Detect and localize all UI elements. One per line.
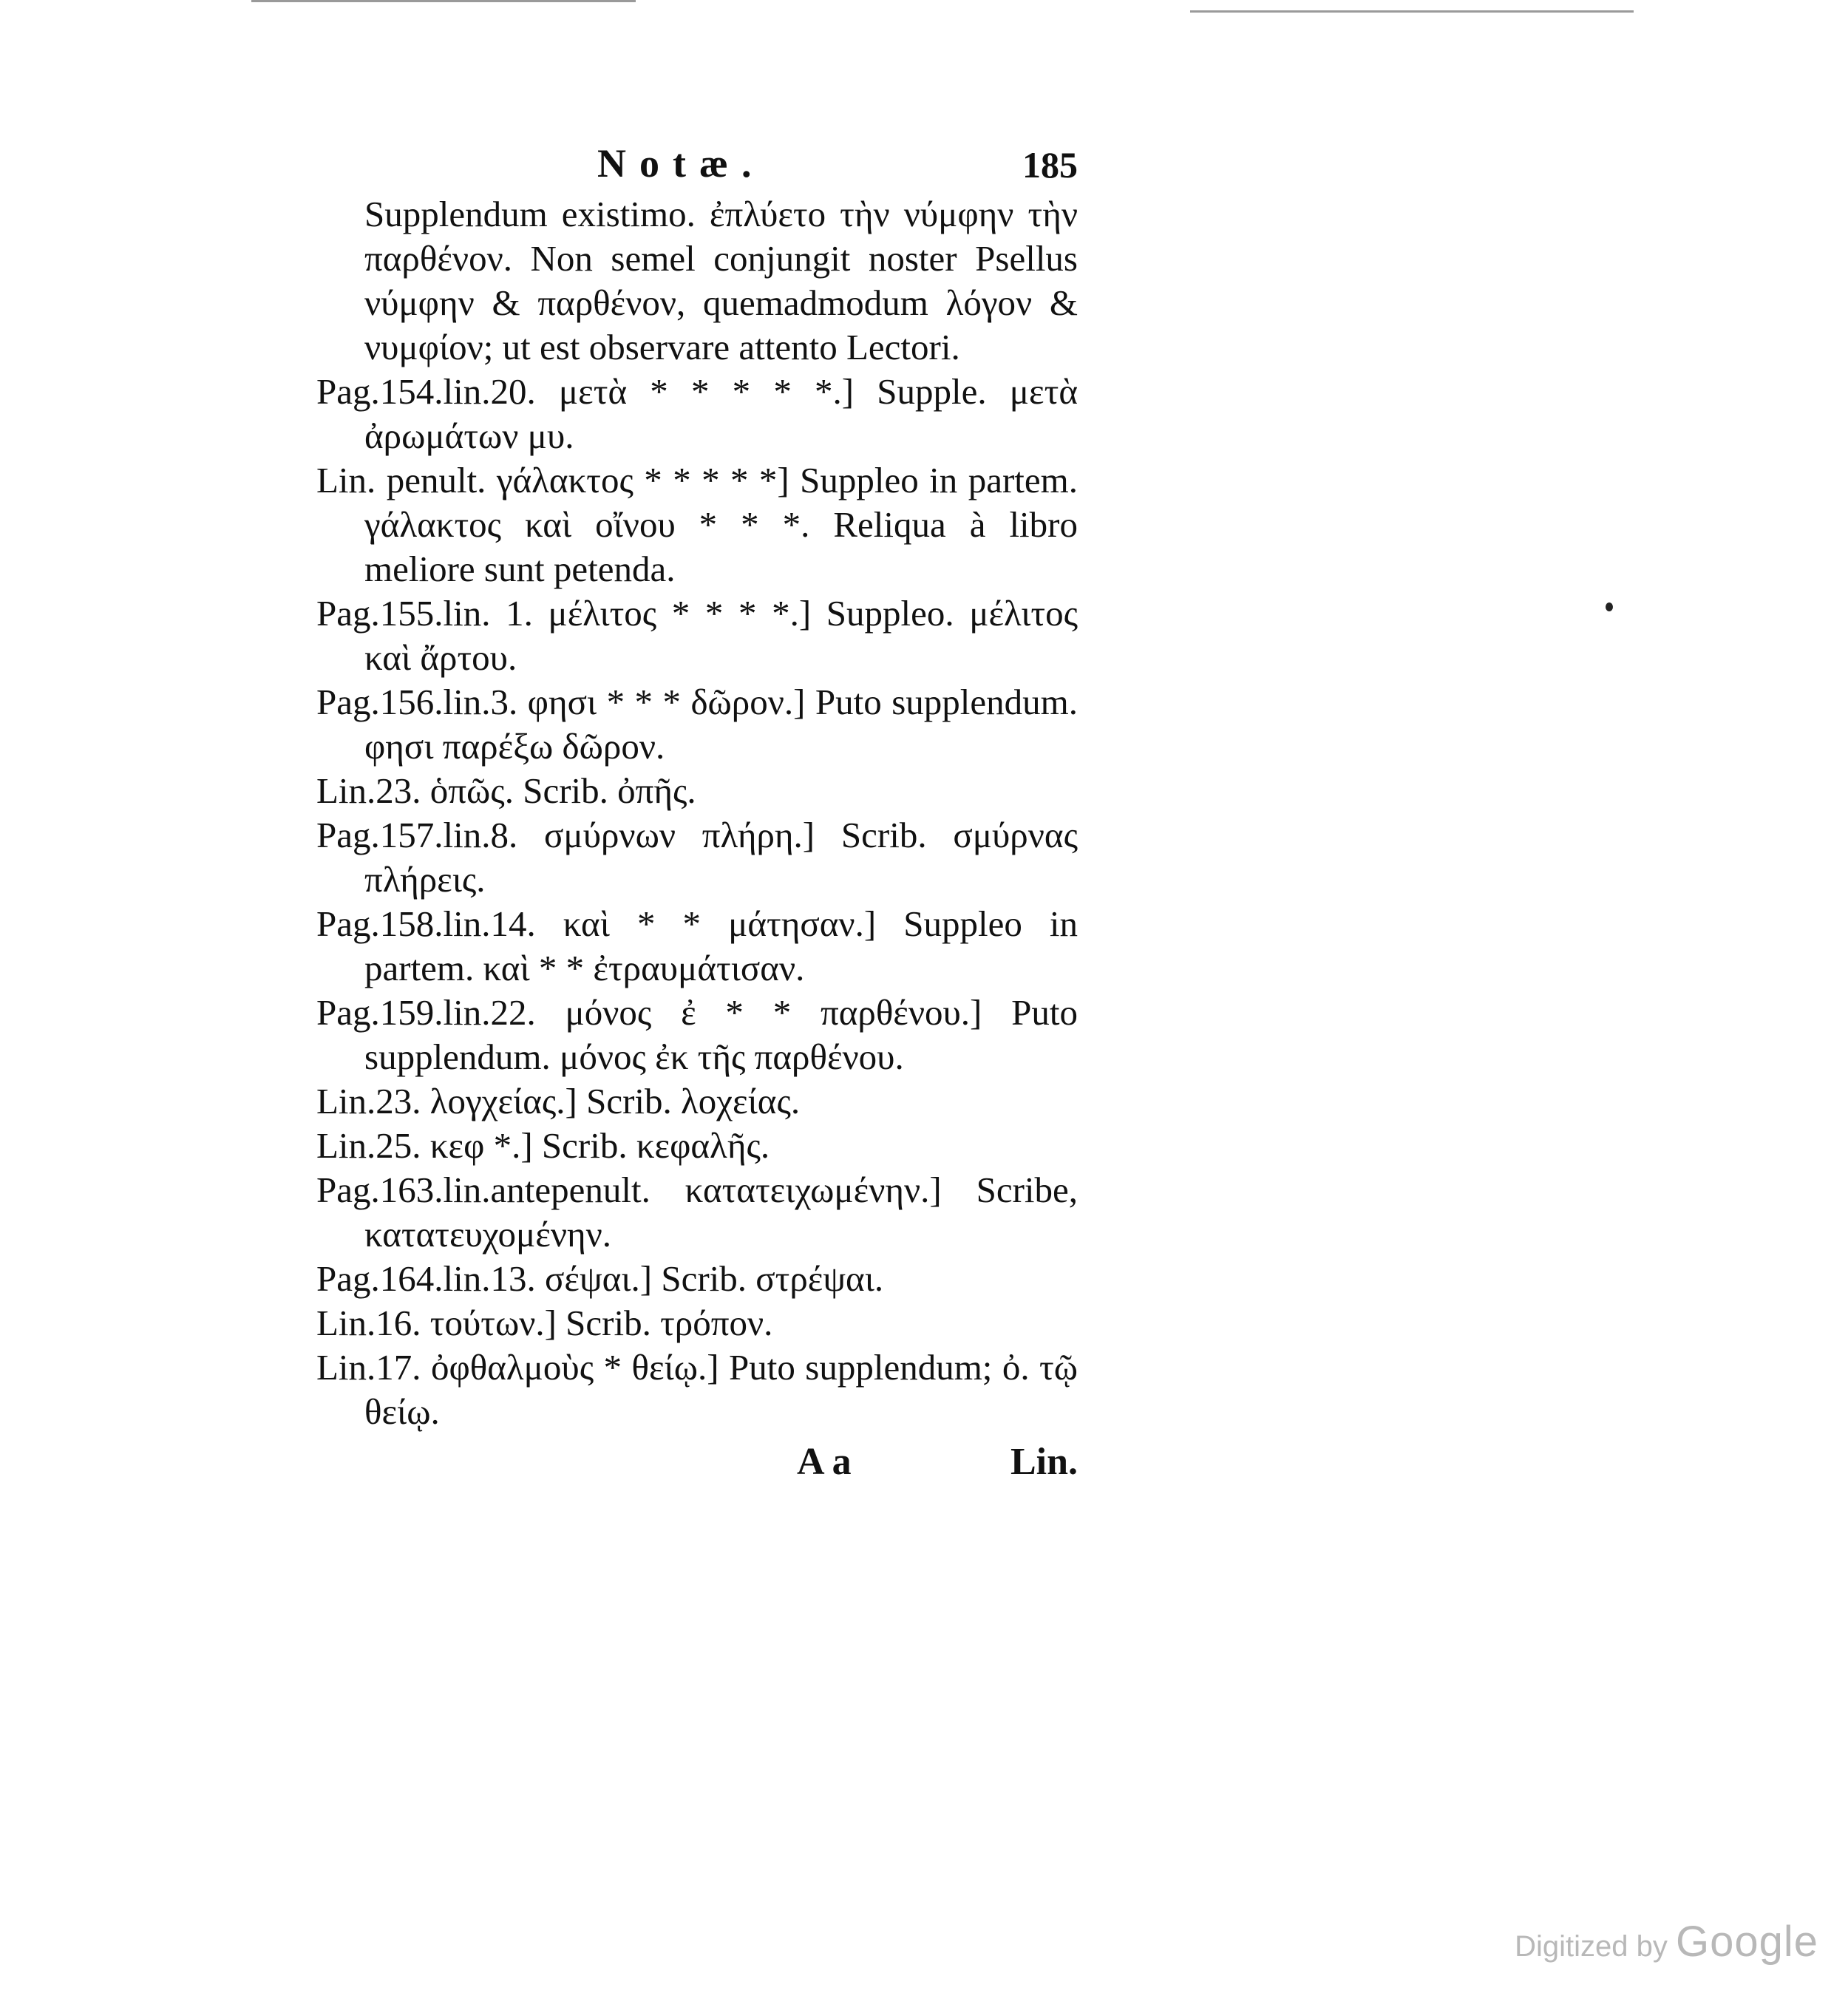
book-page <box>316 140 1078 1492</box>
note-entry: Lin.25. κεφ *.] Scrib. κεφαλῆς. <box>316 1125 770 1166</box>
note-entry: Pag.159.lin.22. μόνος ἐ * * παρθένου.] Puto supplendum. μόνος ἐκ τῆς παρθένου. <box>316 992 1078 1077</box>
note-entry: Supplendum existimo. ἐπλύετο τὴν νύμφην τὴν παρθένον. Non semel conjungit noster Psellus νύμφην & παρθένον, quemadmodum λόγον & νυμφίον; ut est observare attento Lectori. <box>364 194 1078 367</box>
scan-edge-line-right <box>1190 10 1634 13</box>
watermark-prefix: Digitized by <box>1515 1930 1668 1963</box>
note-entry: Lin.17. ὀφθαλμοὺς * θείῳ.] Puto supplendum; ὀ. τῷ θείῳ. <box>316 1347 1078 1432</box>
note-entry: Pag.158.lin.14. καὶ * * μάτησαν.] Suppleo in partem. καὶ * * ἐτραυμάτισαν. <box>316 903 1078 988</box>
note-entry: Pag.157.lin.8. σμύρνων πλήρη.] Scrib. σμύρνας πλήρεις. <box>316 815 1078 900</box>
note-entry: Pag.156.lin.3. φησι * * * δῶρον.] Puto supplendum. φησι παρέξω δῶρον. <box>316 682 1078 767</box>
note-entry: Pag.163.lin.antepenult. κατατειχωμένην.] Scribe, κατατευχομένην. <box>316 1170 1078 1255</box>
note-entry: Lin.23. λογχείας.] Scrib. λοχείας. <box>316 1081 801 1121</box>
note-entry: Lin.23. ὁπῶς. Scrib. ὀπῆς. <box>316 770 696 811</box>
page-number: 185 <box>1022 144 1078 186</box>
catchword: Lin. <box>1010 1441 1078 1483</box>
notes-list <box>316 192 1078 1434</box>
watermark-brand: Google <box>1675 1918 1818 1966</box>
scan-edge-line-left <box>251 0 636 2</box>
signature-mark: A a <box>797 1441 852 1483</box>
note-entry: Lin.16. τούτων.] Scrib. τρόπον. <box>316 1303 773 1343</box>
note-entry: Lin. penult. γάλακτος * * * * *] Suppleo in partem. γάλακτος καὶ οἴνου * * *. Reliqua à libro meliore sunt petenda. <box>316 460 1078 589</box>
page-footer <box>316 1440 1078 1492</box>
note-entry: Pag.155.lin. 1. μέλιτος * * * *.] Suppleo. μέλιτος καὶ ἄρτου. <box>316 593 1078 678</box>
page-header <box>316 140 1078 192</box>
digitized-watermark <box>1515 1917 1818 1966</box>
note-entry: Pag.164.lin.13. σέψαι.] Scrib. στρέψαι. <box>316 1258 884 1299</box>
running-head: Notæ. <box>597 141 765 186</box>
note-entry: Pag.154.lin.20. μετὰ * * * * *.] Supple. μετὰ ἀρωμάτων μυ. <box>316 371 1078 456</box>
ink-speck <box>1606 602 1613 611</box>
